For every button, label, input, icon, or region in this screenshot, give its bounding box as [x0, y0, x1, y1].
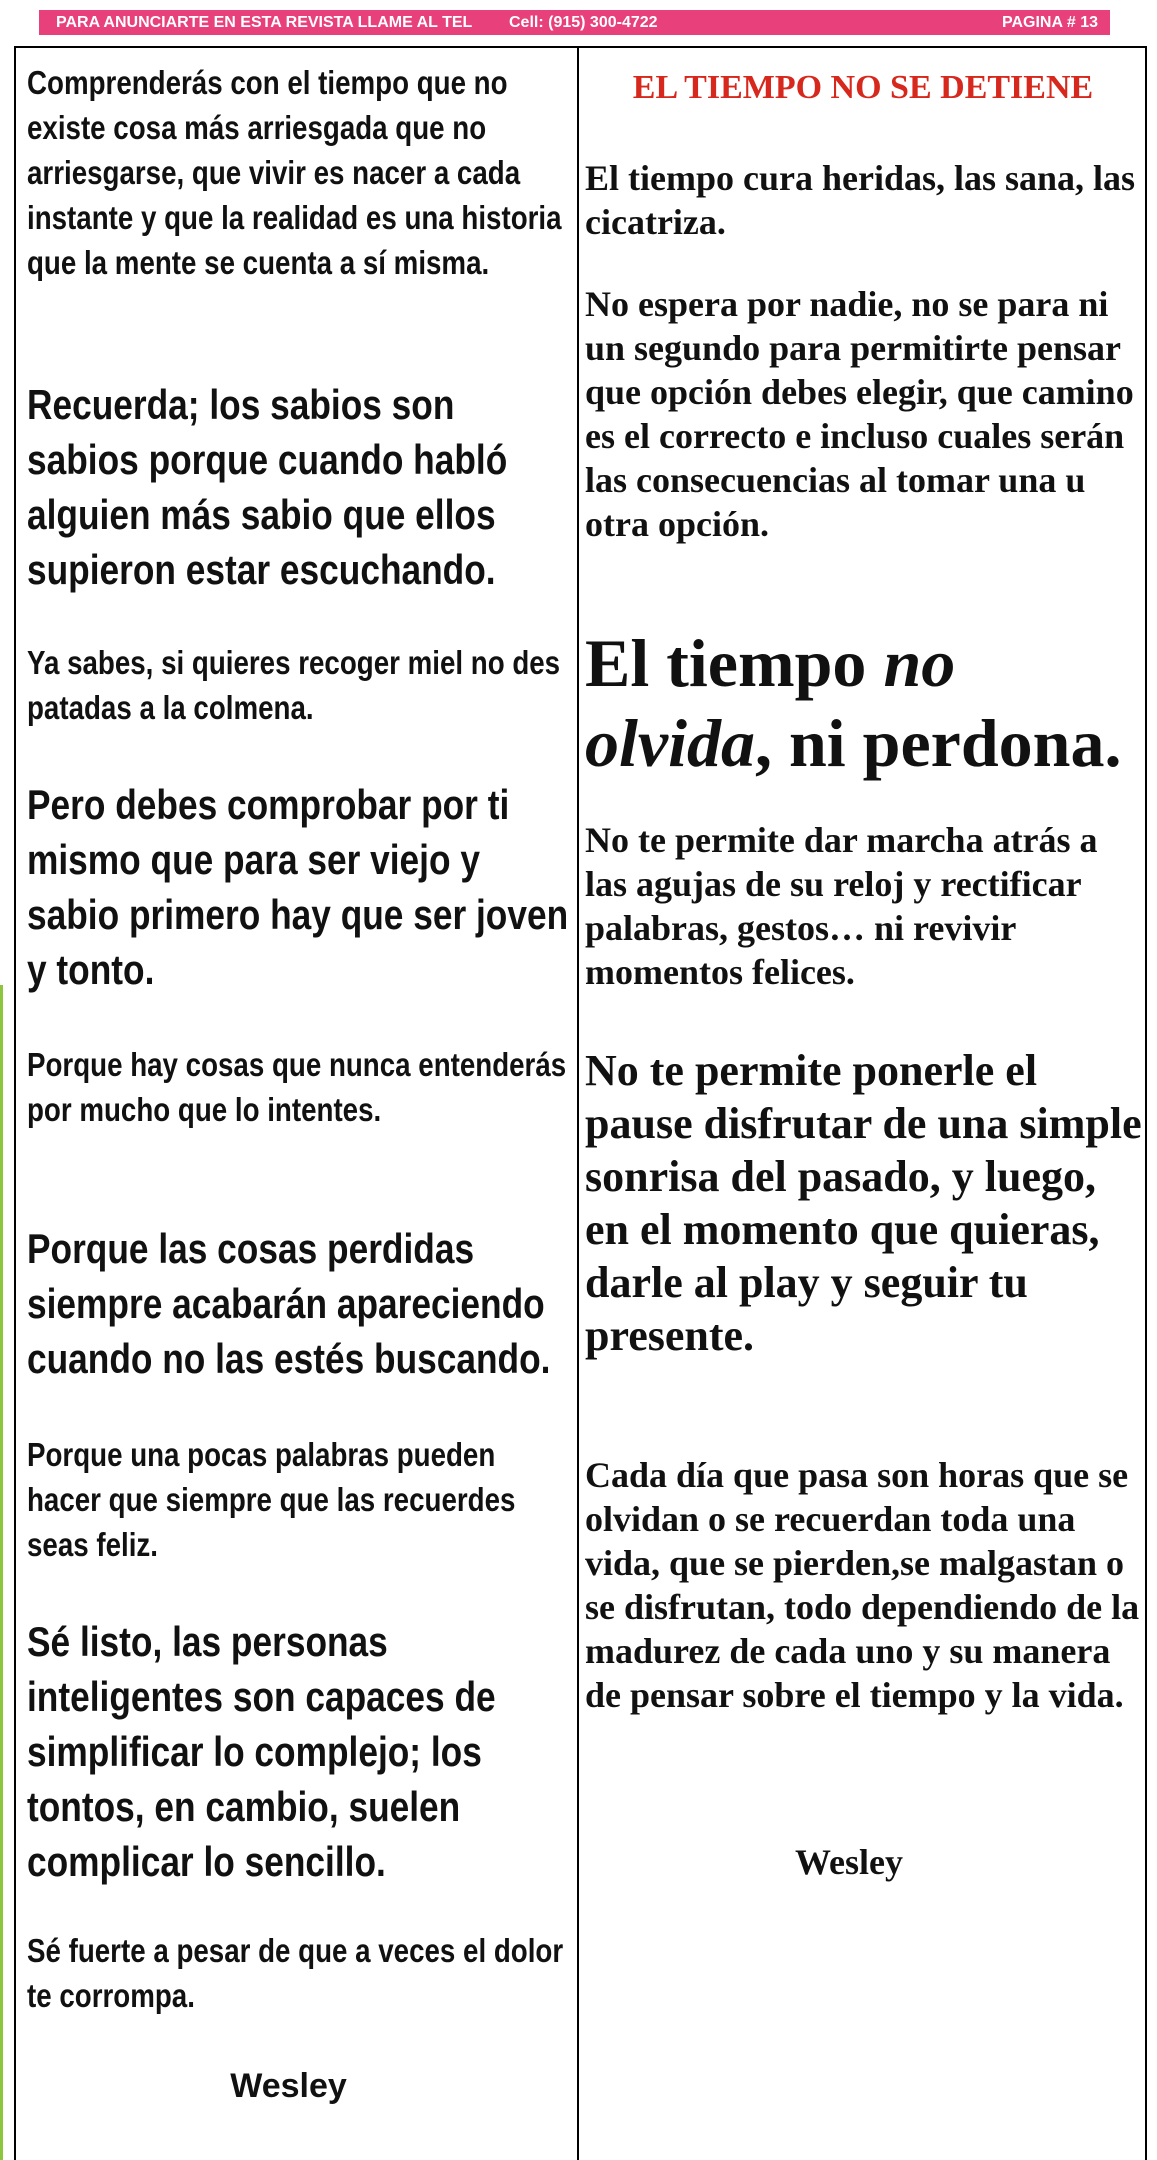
left-signature: Wesley — [230, 2067, 347, 2105]
left-paragraph-4: Pero debes comprobar por ti mismo que para ser viejo y sabio primero hay que ser joven y tonto. — [27, 781, 569, 993]
advert-phone: Cell: (915) 300-4722 — [509, 14, 658, 31]
left-paragraph-8: Sé listo, las personas inteligentes son capaces de simplificar lo complejo; los tontos, en cambio, suelen complicar lo sencillo. — [27, 1618, 496, 1885]
headline-part-2: , ni perdona. — [754, 705, 1122, 781]
right-headline-quote — [585, 623, 1145, 783]
headline-italic: no olvida — [585, 625, 956, 781]
left-paragraph-9: Sé fuerte a pesar de que a veces el dolor te corrompa. — [27, 1932, 564, 2014]
right-paragraph-6: Cada día que pasa son horas que se olvidan o se recuerdan toda una vida, que se pierden,se malgastan o se disfrutan, todo dependiendo de la madurez de cada uno y su manera de pensar sobre el tiempo y la vida. — [585, 1455, 1140, 1715]
left-paragraph-5: Porque hay cosas que nunca entenderás por mucho que lo intentes. — [27, 1046, 567, 1128]
article-title: EL TIEMPO NO SE DETIENE — [632, 69, 1094, 106]
right-paragraph-5-line-1: No te permite ponerle el pause disfrutar de una simple sonrisa del pasado, y luego, en el momento que quieras, — [585, 1046, 1142, 1254]
left-paragraph-1: Comprenderás con el tiempo que no existe cosa más arriesgada que no arriesgarse, que vivir es nacer a cada instante y que la realidad es una historia que la mente se cuenta a sí misma. — [27, 64, 562, 281]
advert-header-bar — [39, 10, 1110, 35]
right-paragraph-5 — [585, 1044, 1145, 1362]
left-paragraph-6: Porque las cosas perdidas siempre acabarán apareciendo cuando no las estés buscando. — [27, 1225, 551, 1382]
advert-text: PARA ANUNCIARTE EN ESTA REVISTA LLAME AL TEL — [56, 14, 473, 31]
right-paragraph-2: No espera por nadie, no se para ni un segundo para permitirte pensar que opción debes elegir, que camino es el correcto e incluso cuales serán las consecuencias al tomar una u otra opción. — [585, 284, 1134, 544]
right-signature: Wesley — [795, 1842, 903, 1882]
left-paragraph-7: Porque una pocas palabras pueden hacer que siempre que las recuerdes seas feliz. — [27, 1436, 516, 1563]
right-paragraph-4: No te permite dar marcha atrás a las agujas de su reloj y rectificar palabras, gestos… ni revivir momentos felices. — [585, 820, 1098, 992]
left-paragraph-3: Ya sabes, si quieres recoger miel no des patadas a la colmena. — [27, 644, 561, 726]
right-paragraph-1: El tiempo cura heridas, las sana, las cicatriza. — [585, 158, 1136, 242]
headline-part-1: El tiempo — [585, 625, 884, 701]
right-paragraph-5-line-2: darle al play y seguir tu presente. — [585, 1258, 1028, 1360]
page-edge-accent — [0, 985, 3, 2160]
left-paragraph-2: Recuerda; los sabios son sabios porque cuando habló alguien más sabio que ellos supieron estar escuchando. — [27, 381, 508, 593]
page-number: PAGINA # 13 — [1001, 14, 1098, 31]
